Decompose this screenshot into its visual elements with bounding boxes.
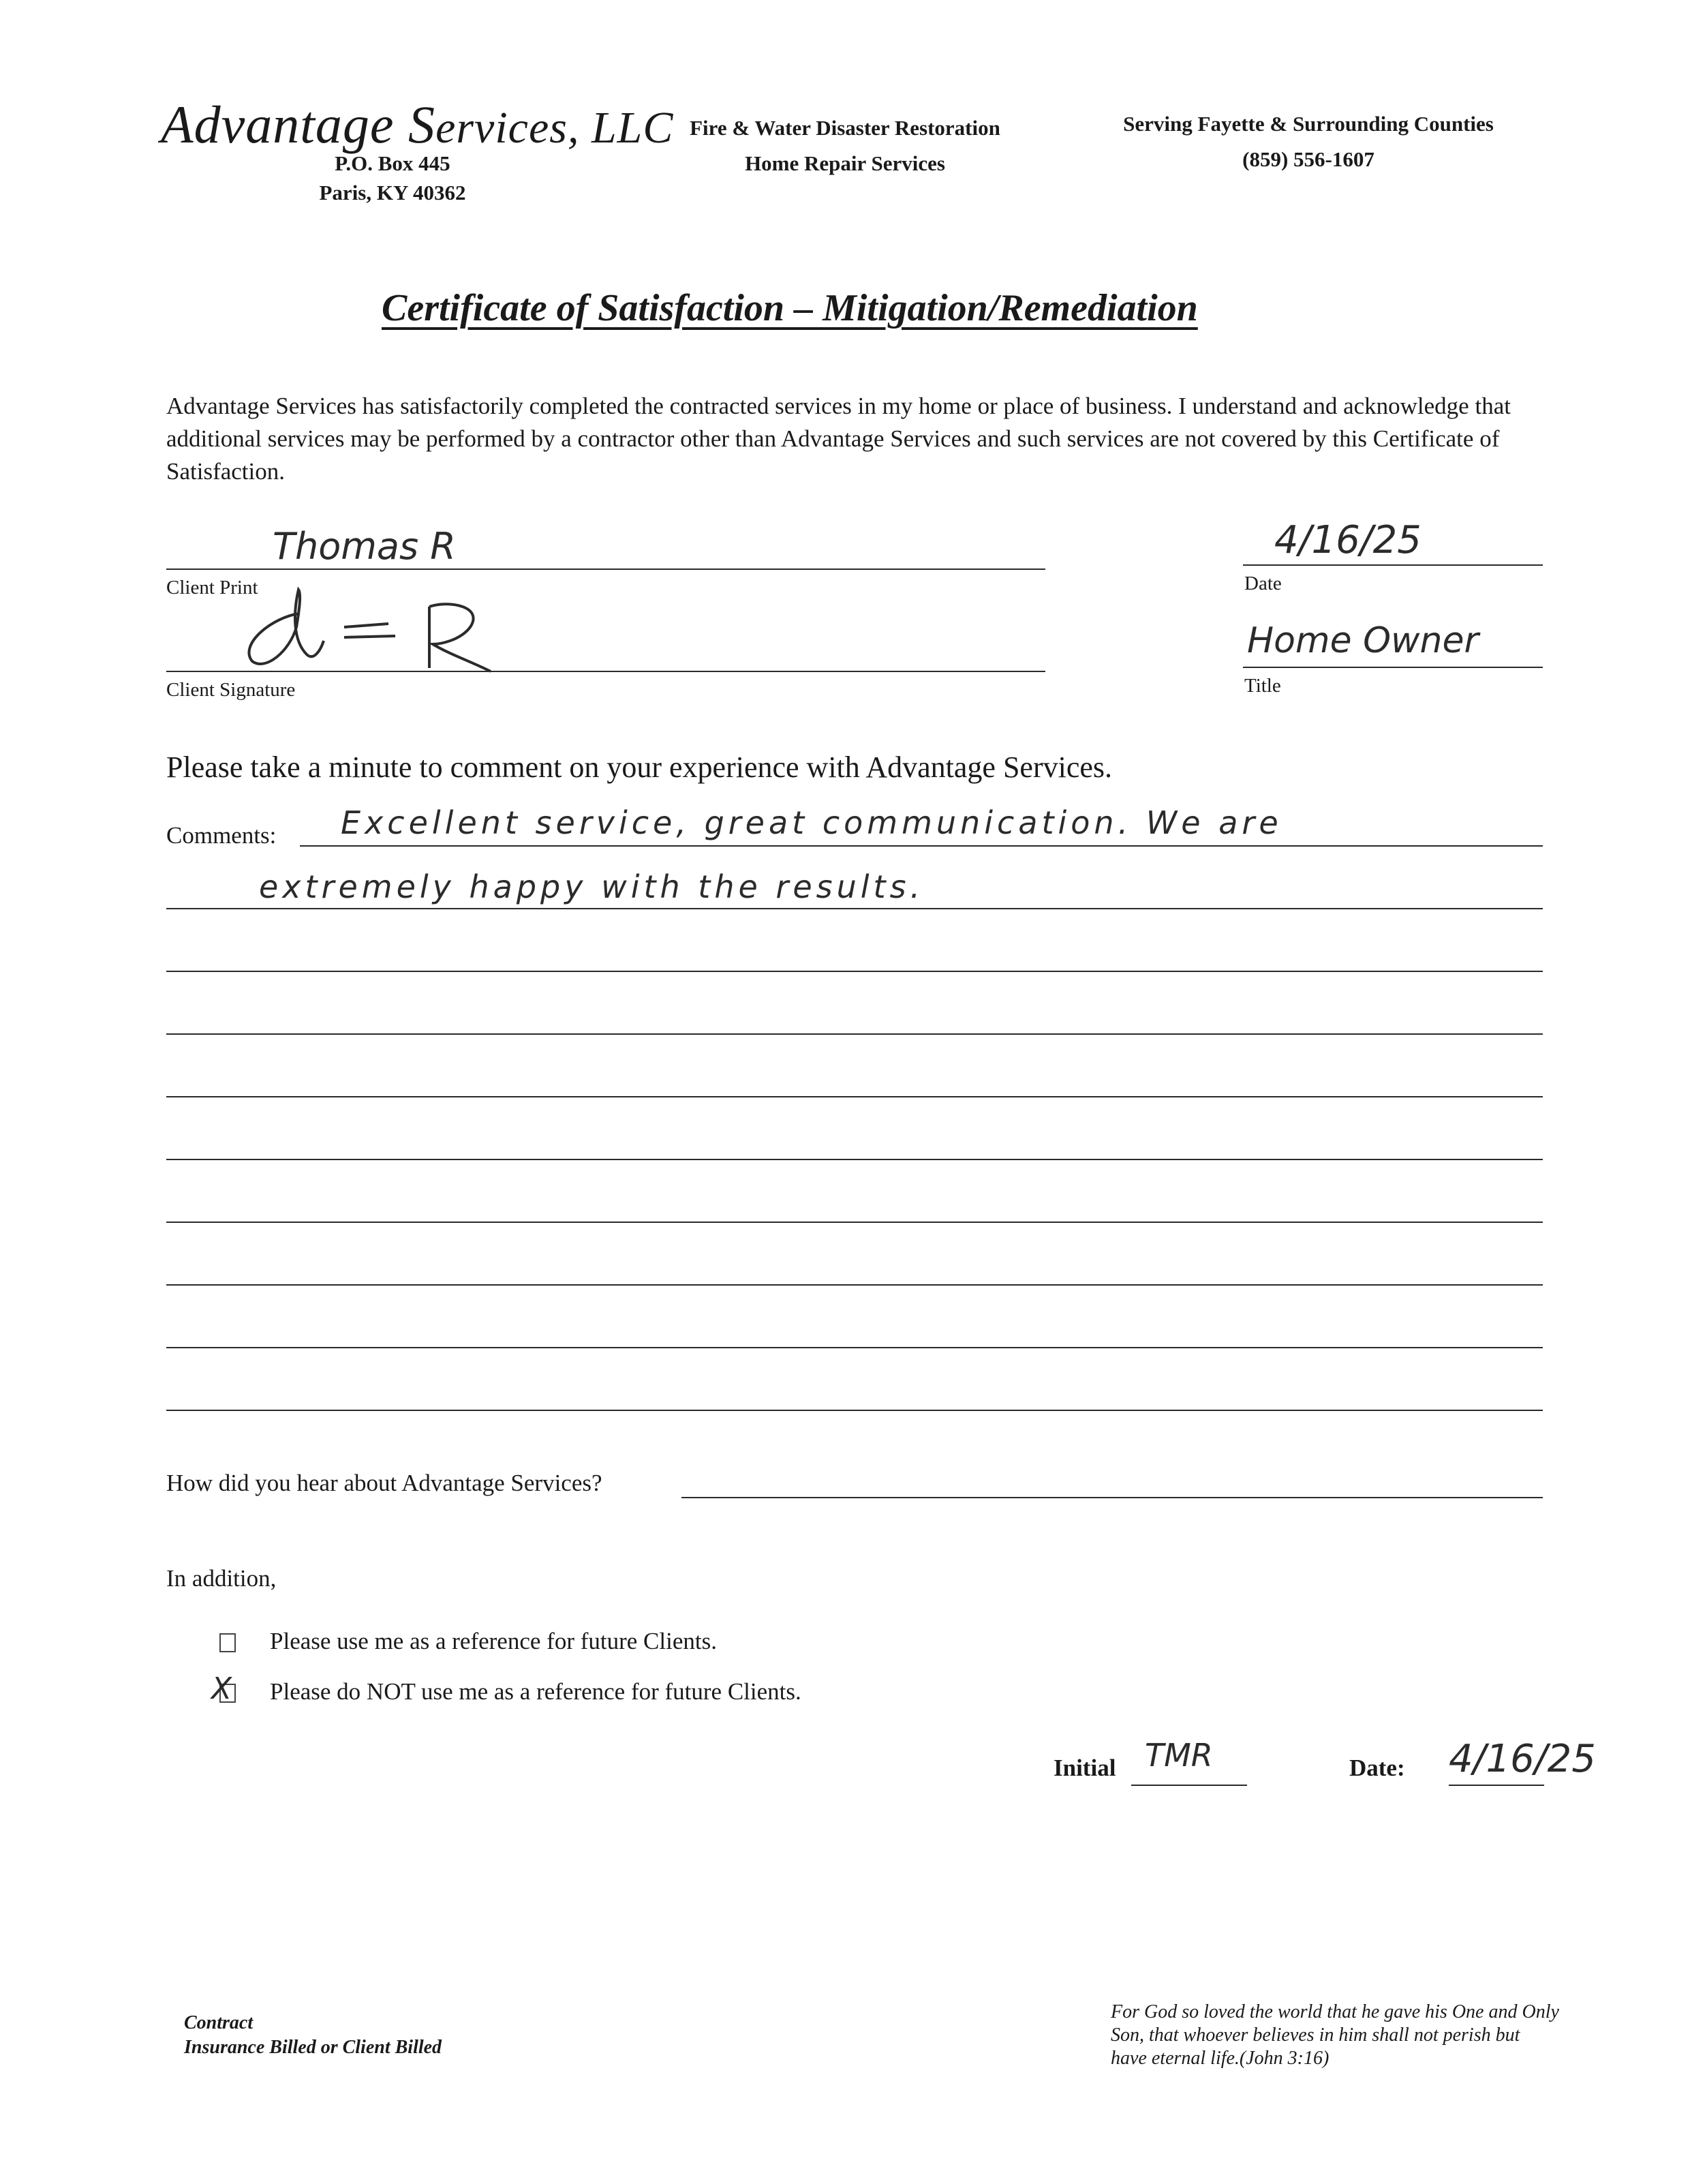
title-value: Home Owner (1247, 620, 1479, 661)
initial-value: TMR (1145, 1737, 1213, 1774)
comment-line-2: extremely happy with the results. (259, 868, 925, 905)
po-box: P.O. Box 445 (335, 151, 450, 175)
referral-question: How did you hear about Advantage Services? (166, 1470, 602, 1496)
comments-rule-4 (166, 1033, 1543, 1035)
comments-rule-2 (166, 908, 1543, 909)
referral-line (681, 1497, 1543, 1498)
client-print-value: Thomas R (273, 525, 456, 568)
date-line (1243, 564, 1543, 566)
comments-rule-10 (166, 1410, 1543, 1411)
title-label: Title (1244, 675, 1281, 697)
comments-rule-6 (166, 1159, 1543, 1160)
footer-billed: Insurance Billed or Client Billed (184, 2037, 442, 2058)
comment-line-1: Excellent service, great communication. We are (341, 804, 1282, 841)
title-line (1243, 667, 1543, 668)
services-list (661, 110, 1029, 181)
comments-label: Comments: (166, 822, 277, 849)
serving-line: Serving Fayette & Surrounding Counties (1123, 112, 1494, 136)
phone-number: (859) 556-1607 (1242, 147, 1374, 171)
date-value: 4/16/25 (1274, 518, 1422, 562)
reference-no-label: Please do NOT use me as a reference for future Clients. (270, 1678, 801, 1705)
bottom-date-line (1449, 1785, 1544, 1786)
comments-rule-9 (166, 1347, 1543, 1348)
comments-rule-3 (166, 971, 1543, 972)
company-name: Advantage Services, LLC (161, 95, 674, 154)
client-signature-line (166, 671, 1045, 672)
company-address (161, 149, 624, 207)
reference-yes-checkbox[interactable] (219, 1633, 236, 1652)
intro-paragraph: Advantage Services has satisfactorily completed the contracted services in my home or place of business. I understand and acknowledge that additional services may be performed by a contractor other than Advantage Services and such services are not covered by this Certificate of Satisfaction. (166, 393, 1511, 485)
comments-rule-8 (166, 1284, 1543, 1286)
comments-rule-7 (166, 1222, 1543, 1223)
city-state: Paris, KY 40362 (319, 181, 466, 204)
date-label: Date (1244, 573, 1282, 594)
footer-contract: Contract (184, 2012, 253, 2033)
client-print-line (166, 568, 1045, 570)
comments-rule-1 (300, 845, 1543, 847)
footer-billing (184, 2011, 442, 2060)
initial-line (1131, 1785, 1247, 1786)
footer-verse: For God so loved the world that he gave his One and Only Son, that whoever believes in him shall not perish but have eternal life.(John 3:16) (1111, 2001, 1559, 2069)
reference-yes-label: Please use me as a reference for future Clients. (270, 1628, 717, 1654)
client-signature-label: Client Signature (166, 679, 296, 701)
reference-no-checkbox[interactable] (211, 1671, 236, 1706)
service-line-2: Home Repair Services (745, 151, 945, 175)
addition-heading: In addition, (166, 1565, 277, 1592)
client-print-label: Client Print (166, 577, 258, 598)
bottom-date-label: Date: (1349, 1755, 1405, 1781)
client-signature-scribble (225, 586, 511, 675)
document-title: Certificate of Satisfaction – Mitigation/Remediation (382, 287, 1198, 329)
service-line-1: Fire & Water Disaster Restoration (690, 116, 1000, 140)
bottom-date-value: 4/16/25 (1449, 1737, 1596, 1781)
comments-rule-5 (166, 1096, 1543, 1097)
initial-label: Initial (1054, 1755, 1116, 1781)
reference-no-mark: X (211, 1671, 232, 1706)
service-area (1084, 106, 1533, 177)
comments-prompt: Please take a minute to comment on your experience with Advantage Services. (166, 750, 1112, 784)
